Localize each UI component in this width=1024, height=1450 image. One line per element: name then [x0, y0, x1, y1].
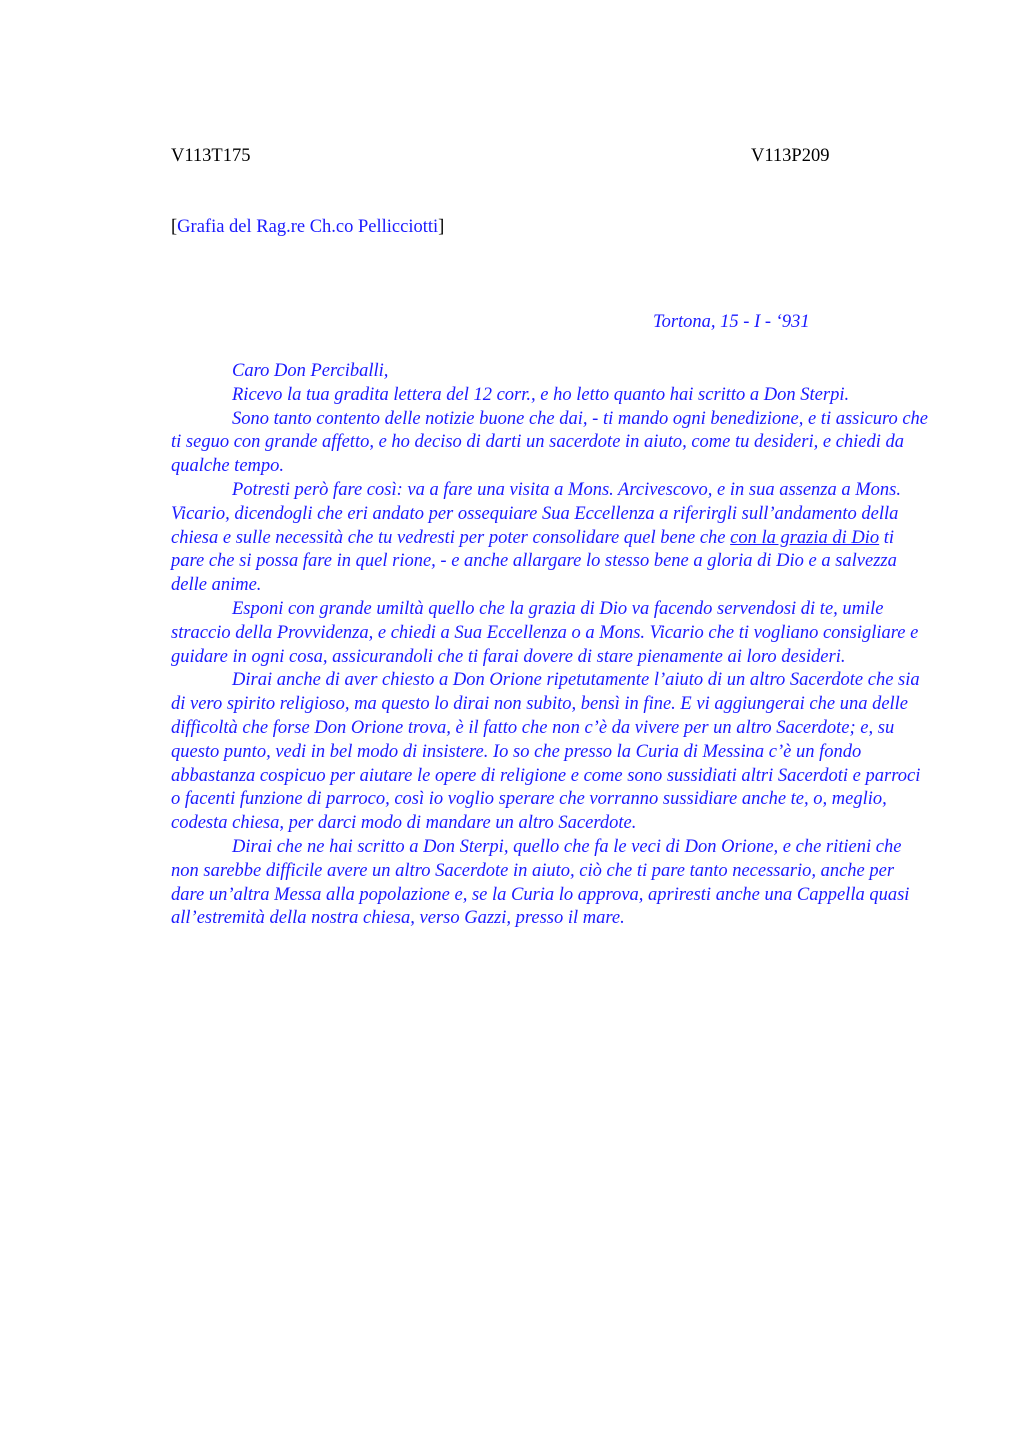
- handwriting-note: [171, 217, 444, 238]
- note-text: Grafia del Rag.re Ch.co Pellicciotti: [177, 217, 439, 237]
- letter-paragraph-3: [171, 479, 931, 598]
- paragraph-3-text-before: Potresti però fare così: va a fare una visita a Mons. Arcivescovo, e in sua assenza a Mons. Vicario, dicendogli che eri andato per ossequiare Sua Eccellenza a riferirgli sull’andamento della chiesa e sulle necessità che tu vedresti per poter consolidare quel bene che: [171, 479, 901, 548]
- letter-paragraph-6: Dirai che ne hai scritto a Don Sterpi, quello che fa le veci di Don Orione, e che ritieni che non sarebbe difficile avere un altro Sacerdote in aiuto, ciò che ti pare tanto necessario, anche per dare un’altra Messa alla popolazione e, se la Curia lo approva, apriresti anche una Cappella quasi all’estremità della nostra chiesa, verso Gazzi, presso il mare.: [171, 836, 910, 929]
- document-code-right: V113P209: [751, 146, 830, 166]
- letter-paragraph-1: Ricevo la tua gradita lettera del 12 corr., e ho letto quanto hai scritto a Don Sterpi.: [232, 384, 850, 405]
- note-close-bracket: ]: [438, 217, 445, 237]
- note-open-bracket: [: [171, 217, 178, 237]
- letter-salutation: Caro Don Perciballi,: [232, 361, 389, 381]
- letter-paragraph-5: Dirai anche di aver chiesto a Don Orione ripetutamente l’aiuto di un altro Sacerdote che sia di vero spirito religioso, ma questo lo dirai non subito, bensì in fine. E vi aggiungerai che una delle difficoltà che forse Don Orione trova, è il fatto che non c’è da vivere per un altro Sacerdote; e, su questo punto, vedi in bel modo di insistere. Io so che presso la Curia di Messina c’è un fondo abbastanza cospicuo per aiutare le opere di religione e come sono sussidiati altri Sacerdoti e parroci o facenti funzione di parroco, così io voglio sperare che vorranno sussidiare anche te, o, meglio, codesta chiesa, per darci modo di mandare un altro Sacerdote.: [171, 670, 921, 834]
- letter-paragraph-4: Esponi con grande umiltà quello che la grazia di Dio va facendo servendosi di te, umile straccio della Provvidenza, e chiedi a Sua Eccellenza o a Mons. Vicario che ti vogliano consigliare e guidare in ogni cosa, assicurandoli che ti farai dovere di stare pienamente ai loro desideri.: [171, 598, 919, 667]
- document-code-left: V113T175: [171, 146, 251, 166]
- underlined-phrase: con la grazia di Dio: [730, 527, 880, 548]
- letter-paragraph-2: Sono tanto contento delle notizie buone che dai, - ti mando ogni benedizione, e ti assicuro che ti seguo con grande affetto, e ho deciso di darti un sacerdote in aiuto, come tu desideri, e chiedi da qualche tempo.: [171, 408, 929, 477]
- paragraph-3-text-after: ti pare che si possa fare in quel rione, - e anche allargare lo stesso bene a gloria di Dio e a salvezza delle anime.: [171, 527, 897, 596]
- letter-body: [171, 360, 931, 931]
- letter-date: Tortona, 15 - I - ‘931: [653, 312, 810, 332]
